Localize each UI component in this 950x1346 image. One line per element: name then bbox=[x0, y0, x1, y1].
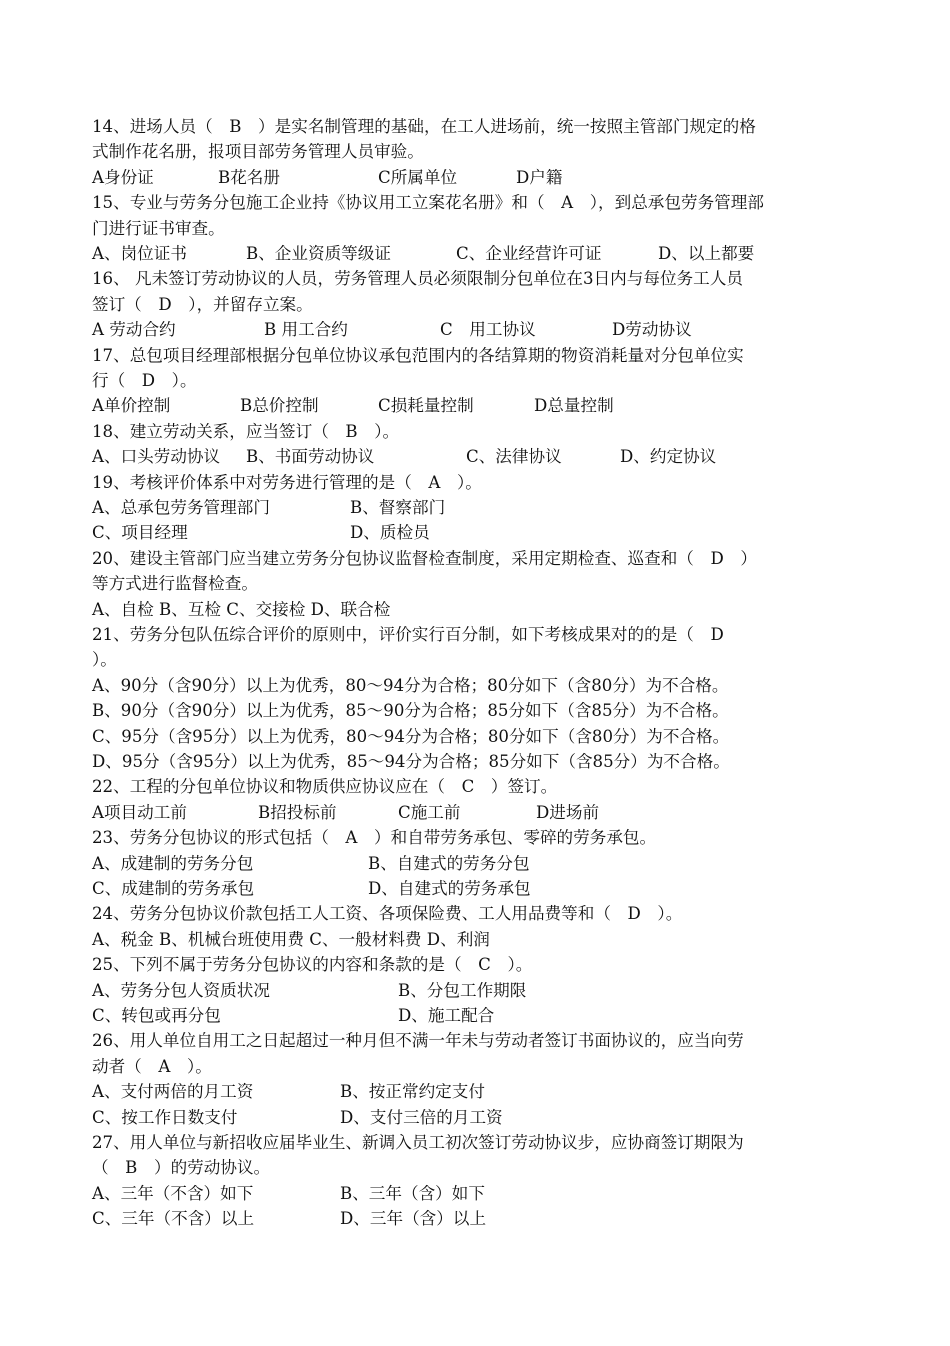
answer-option: C、三年（不含）以上 bbox=[92, 1209, 255, 1229]
question-text: 签订（ D ），并留存立案。 bbox=[92, 294, 313, 314]
answer-option: B、自建式的劳务分包 bbox=[368, 853, 530, 873]
question-text: 行（ D ）。 bbox=[92, 371, 197, 390]
answer-option: C 用工协议 bbox=[440, 320, 536, 340]
answer-option: A、90分（含90分）以上为优秀，80～94分为合格；80分如下（含80分）为不合格。 bbox=[92, 675, 729, 695]
answer-option: D、施工配合 bbox=[398, 1006, 495, 1025]
answer-option: A、自检 B、互检 C、交接检 D、联合检 bbox=[92, 599, 391, 619]
answer-option: B花名册 bbox=[218, 167, 280, 187]
answer-option: C、法律协议 bbox=[466, 447, 562, 467]
question-text: 式制作花名册，报项目部劳务管理人员审验。 bbox=[92, 142, 424, 162]
answer-option: B、企业资质等级证 bbox=[246, 244, 391, 263]
question-text: 19、考核评价体系中对劳务进行管理的是（ A ）。 bbox=[92, 472, 482, 492]
answer-option: D、约定协议 bbox=[620, 447, 717, 467]
question-text: 18、建立劳动关系，应当签订（ B ）。 bbox=[92, 421, 400, 441]
answer-option: B、分包工作期限 bbox=[398, 980, 527, 1000]
question-text: 26、用人单位自用工之日起超过一种月但不满一年未与劳动者签订书面协议的，应当向劳 bbox=[92, 1031, 744, 1051]
answer-option: A、岗位证书 bbox=[92, 244, 187, 263]
answer-option: B、90分（含90分）以上为优秀，85～90分为合格；85分如下（含85分）为不合格。 bbox=[92, 701, 729, 721]
answer-option: D、以上都要 bbox=[658, 244, 755, 263]
question-text: （ B ）的劳动协议。 bbox=[92, 1158, 271, 1178]
answer-option: D进场前 bbox=[536, 802, 600, 822]
answer-option: C所属单位 bbox=[378, 167, 458, 187]
answer-option: C、成建制的劳务承包 bbox=[92, 879, 255, 898]
question-text: 20、建设主管部门应当建立劳务分包协议监督检查制度，采用定期检查、巡查和（ D ） bbox=[92, 548, 757, 568]
answer-option: C、按工作日数支付 bbox=[92, 1107, 238, 1127]
question-text: 等方式进行监督检查。 bbox=[92, 574, 258, 594]
question-text: 动者（ A ）。 bbox=[92, 1056, 212, 1076]
answer-option: C施工前 bbox=[398, 802, 461, 822]
question-text: 15、专业与劳务分包施工企业持《协议用工立案花名册》和（ A ），到总承包劳务管理部 bbox=[92, 193, 764, 213]
answer-option: B、书面劳动协议 bbox=[246, 447, 375, 467]
answer-option: A、支付两倍的月工资 bbox=[92, 1082, 254, 1102]
question-text: 22、工程的分包单位协议和物质供应协议应在（ C ）签订。 bbox=[92, 777, 558, 797]
answer-option: C、企业经营许可证 bbox=[456, 244, 602, 263]
answer-option: A项目动工前 bbox=[92, 802, 187, 822]
question-text: 24、劳务分包协议价款包括工人工资、各项保险费、工人用品费等和（ D ）。 bbox=[92, 904, 683, 924]
answer-option: B招投标前 bbox=[258, 802, 337, 822]
question-text: 门进行证书审查。 bbox=[92, 218, 225, 238]
answer-option: A、口头劳动协议 bbox=[92, 447, 221, 467]
question-text: 17、总包项目经理部根据分包单位协议承包范围内的各结算期的物资消耗量对分包单位实 bbox=[92, 345, 744, 365]
answer-option: A、劳务分包人资质状况 bbox=[92, 980, 270, 1000]
answer-option: A 劳动合约 bbox=[92, 320, 176, 340]
answer-option: C损耗量控制 bbox=[378, 396, 474, 416]
answer-option: D劳动协议 bbox=[612, 320, 692, 340]
answer-option: C、转包或再分包 bbox=[92, 1006, 221, 1025]
answer-option: B 用工合约 bbox=[264, 320, 348, 340]
answer-option: A身份证 bbox=[92, 167, 154, 187]
answer-option: D、支付三倍的月工资 bbox=[340, 1107, 503, 1127]
answer-option: A单价控制 bbox=[92, 396, 171, 416]
answer-option: A、总承包劳务管理部门 bbox=[92, 498, 270, 517]
answer-option: C、项目经理 bbox=[92, 523, 188, 543]
question-text: 23、劳务分包协议的形式包括（ A ）和自带劳务承包、零碎的劳务承包。 bbox=[92, 828, 657, 848]
question-text: 16、 凡未签订劳动协议的人员，劳务管理人员必须限制分包单位在3日内与每位务工人员 bbox=[92, 269, 743, 289]
answer-option: B、督察部门 bbox=[350, 498, 446, 517]
answer-option: D、95分（含95分）以上为优秀，85～94分为合格；85分如下（含85分）为不合格。 bbox=[92, 752, 730, 771]
question-text: 14、进场人员（ B ）是实名制管理的基础，在工人进场前，统一按照主管部门规定的格 bbox=[92, 117, 756, 136]
answer-option: D、三年（含）以上 bbox=[340, 1209, 487, 1229]
question-text: ）。 bbox=[92, 650, 117, 670]
answer-option: D、质检员 bbox=[350, 523, 430, 543]
answer-option: B、按正常约定支付 bbox=[340, 1082, 485, 1102]
answer-option: B总价控制 bbox=[240, 396, 319, 416]
question-text: 27、用人单位与新招收应届毕业生、新调入员工初次签订劳动协议步，应协商签订期限为 bbox=[92, 1133, 744, 1152]
question-text: 21、劳务分包队伍综合评价的原则中，评价实行百分制，如下考核成果对的的是（ D bbox=[92, 625, 724, 644]
answer-option: A、税金 B、机械台班使用费 C、一般材料费 D、利润 bbox=[92, 929, 490, 949]
answer-option: D总量控制 bbox=[534, 396, 614, 416]
answer-option: D、自建式的劳务承包 bbox=[368, 879, 531, 898]
question-text: 25、下列不属于劳务分包协议的内容和条款的是（ C ）。 bbox=[92, 955, 533, 975]
answer-option: B、三年（含）如下 bbox=[340, 1183, 485, 1203]
answer-option: C、95分（含95分）以上为优秀，80～94分为合格；80分如下（含80分）为不合格。 bbox=[92, 726, 730, 746]
answer-option: A、三年（不含）如下 bbox=[92, 1183, 254, 1203]
answer-option: A、成建制的劳务分包 bbox=[92, 853, 254, 873]
answer-option: D户籍 bbox=[516, 167, 563, 187]
